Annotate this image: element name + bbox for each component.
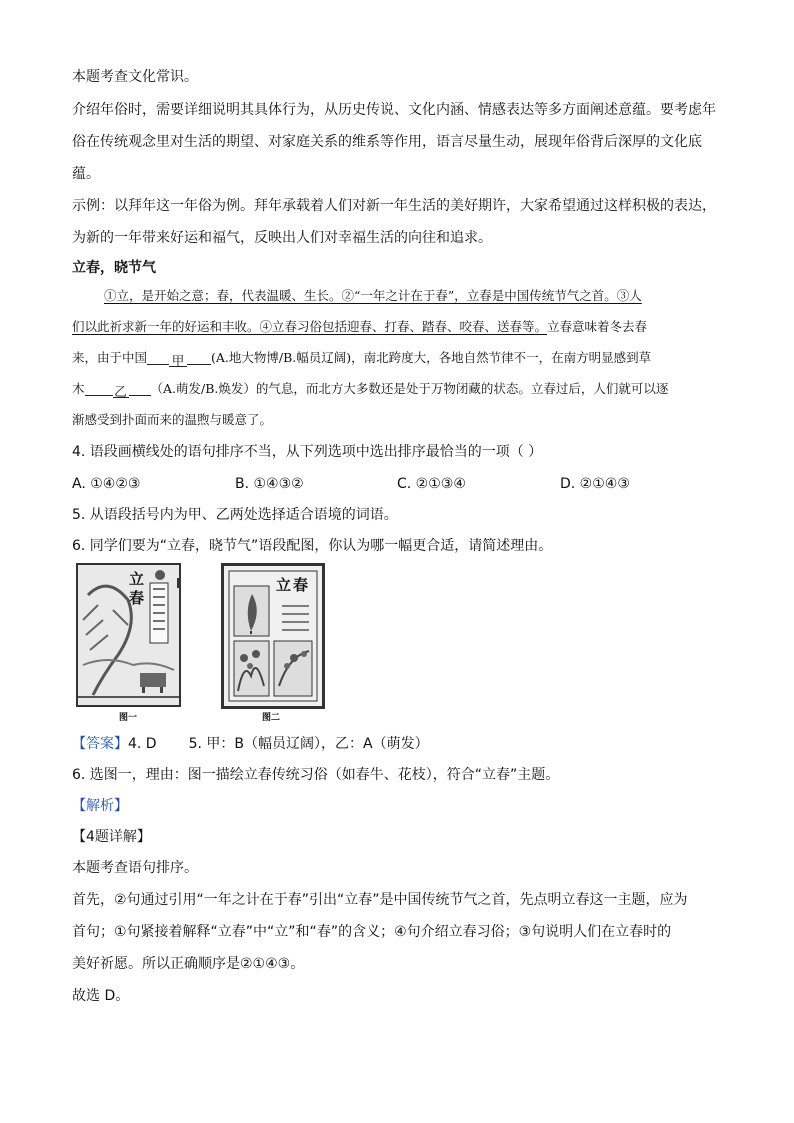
- section-title: 立春，晓节气: [72, 260, 156, 276]
- passage-text: （A.萌发/B.焕发）的气息，而北方大多数还是处于万物闭藏的状态。立春过后，人们就可以逐: [150, 381, 669, 396]
- passage-text: 木: [72, 381, 85, 396]
- question-6: 6. 同学们要为“立春，晓节气”语段配图，你认为哪一幅更合适，请简述理由。: [72, 538, 553, 554]
- blank-yi: 乙: [114, 384, 127, 399]
- text-line: 蕴。: [72, 166, 100, 182]
- figure-one-caption: 图一: [119, 713, 138, 723]
- blank-yi-left: [85, 381, 113, 396]
- blank-jia-right: [187, 350, 211, 365]
- answer-6: 6. 选图一，理由：图一描绘立春传统习俗（如春牛、花枝），符合“立春”主题。: [72, 767, 560, 783]
- question-5: 5. 从语段括号内为甲、乙两处选择适合语境的词语。: [72, 507, 398, 523]
- text-line: 本题考查文化常识。: [72, 69, 198, 85]
- passage-underlined-text: ①立，是开始之意；春，代表温暖、生长。②“一年之计在于春”，立春是中国传统节气之首。③人: [104, 288, 642, 303]
- passage-text: 渐感受到扑面而来的温煦与暖意了。: [72, 412, 273, 427]
- text-line: 俗在传统观念里对生活的期望、对家庭关系的维系等作用，语言尽量生动，展现年俗背后深厚的文化底: [72, 134, 702, 150]
- figure-two-caption: 图二: [262, 713, 281, 723]
- blank-yi-right: [129, 381, 151, 396]
- figure-one-title: 立春: [127, 571, 145, 609]
- answer-label: 【答案】: [72, 736, 128, 752]
- figure-one-image: [76, 563, 181, 707]
- option-b: B. ①④③②: [235, 476, 304, 492]
- text-line: 美好祈愿。所以正确顺序是②①④③。: [72, 956, 305, 972]
- text-line: 首先，②句通过引用“一年之计在于春”引出“立春”是中国传统节气之首，先点明立春这一主题，应为: [72, 892, 688, 908]
- text-line: 示例：以拜年这一年俗为例。拜年承载着人们对新一年生活的美好期许，大家希望通过这样积极的表达，: [72, 198, 716, 214]
- figure-two-title: 立春: [276, 576, 311, 594]
- answer-5: 5. 甲：B（幅员辽阔），乙：A（萌发）: [188, 736, 429, 752]
- passage-text: 立春意味着冬去春: [547, 319, 648, 334]
- option-d: D. ②①④③: [560, 476, 630, 492]
- text-line: 本题考查语句排序。: [72, 860, 198, 876]
- text-line: 故选 D。: [72, 988, 130, 1004]
- answer-line: [72, 735, 429, 753]
- passage-underlined-text: 们以此祈求新一年的好运和丰收。④立春习俗包括迎春、打春、踏春、咬春、送春等。: [72, 319, 548, 334]
- text-line: 介绍年俗时，需要详细说明其具体行为，从历史传说、文化内涵、情感表达等多方面阐述意蕴。要考虑年: [72, 102, 716, 118]
- question-4: 4. 语段画横线处的语句排序不当，从下列选项中选出排序最恰当的一项（ ）: [72, 444, 543, 460]
- passage-text: 来，由于中国: [72, 350, 148, 365]
- figure-mark: [177, 578, 180, 588]
- analysis-subheading: 【4题详解】: [72, 829, 151, 845]
- passage-text: (A.地大物博/B.幅员辽阔)，南北跨度大，各地自然节律不一，在南方明显感到草: [211, 350, 652, 365]
- text-line: 首句；①句紧接着解释“立春”中“立”和“春”的含义；④句介绍立春习俗；③句说明人们在立春时的: [72, 924, 672, 940]
- option-a: A. ①④②③: [72, 476, 141, 492]
- answer-4: 4. D: [128, 736, 157, 752]
- option-c: C. ②①③④: [397, 476, 466, 492]
- blank-jia-left: [147, 350, 169, 365]
- analysis-label: 【解析】: [72, 798, 128, 814]
- figure-two-image: [221, 563, 325, 709]
- text-line: 为新的一年带来好运和福气，反映出人们对幸福生活的向往和追求。: [72, 230, 492, 246]
- blank-jia: 甲: [169, 352, 187, 367]
